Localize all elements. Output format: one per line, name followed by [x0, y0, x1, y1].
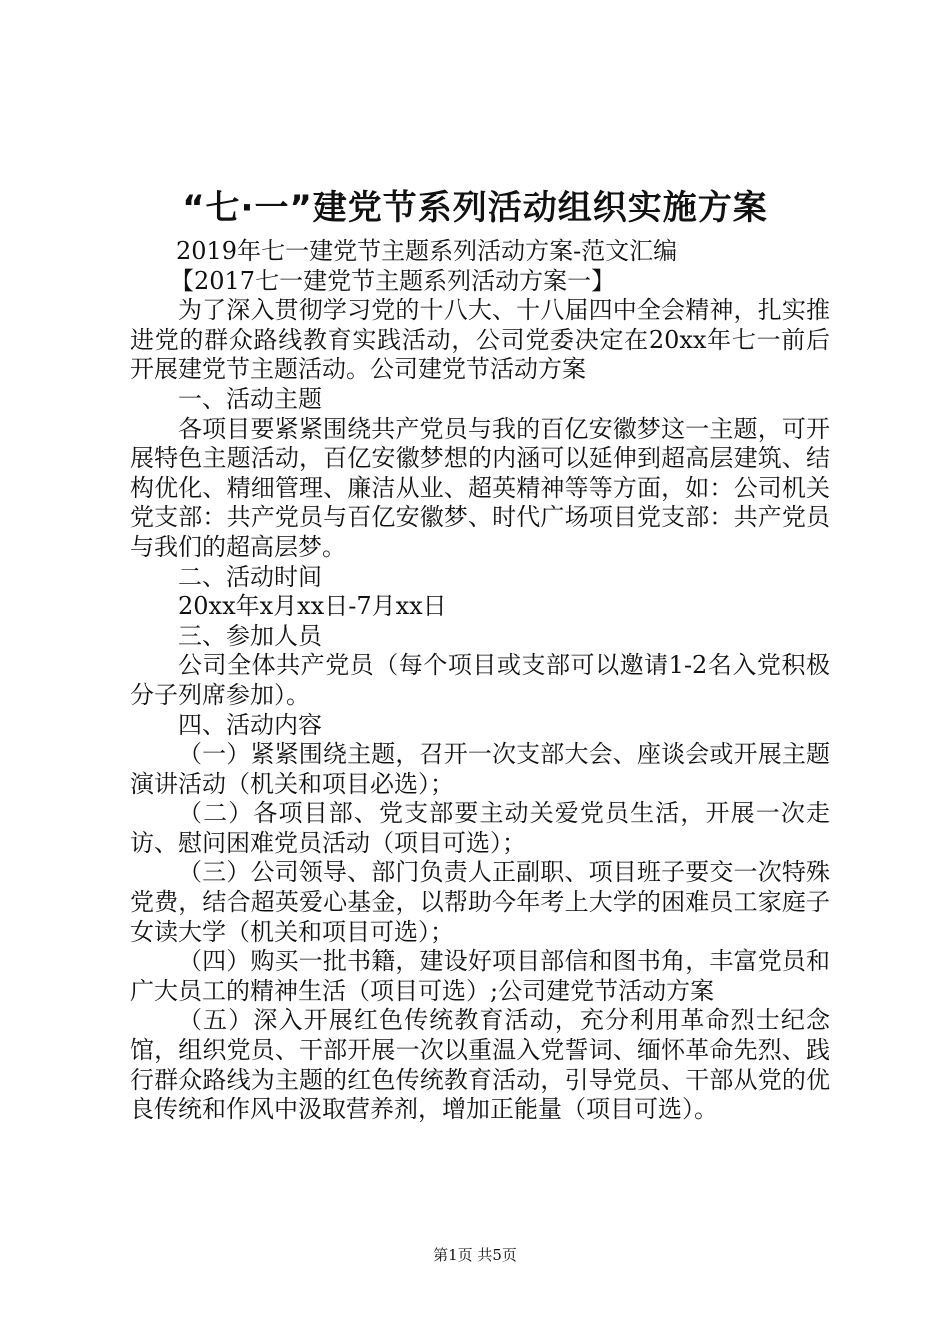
heading-activity-content: 四、活动内容 [178, 710, 322, 739]
content-item-5: （五）深入开展红色传统教育活动，充分利用革命烈士纪念馆，组织党员、干部开展一次以重温入党誓词、缅怀革命先烈、践行群众路线为主题的红色传统教育活动，引导党员、干部从党的优良传统和作风中汲取营养剂，增加正能量（项目可选）。 [130, 1006, 830, 1124]
document-body [130, 237, 830, 1125]
content-item-3: （三）公司领导、部门负责人正副职、项目班子要交一次特殊党费，结合超英爱心基金，以帮助今年考上大学的困难员工家庭子女读大学（机关和项目可选）； [130, 858, 830, 946]
heading-activity-time: 二、活动时间 [178, 562, 322, 591]
subtitle-line: 2019年七一建党节主题系列活动方案-范文汇编 [176, 237, 678, 265]
heading-activity-theme: 一、活动主题 [178, 384, 322, 413]
content-item-1: （一）紧紧围绕主题，召开一次支部大会、座谈会或开展主题演讲活动（机关和项目必选）； [130, 740, 830, 798]
paragraph-activity-theme: 各项目要紧紧围绕共产党员与我的百亿安徽梦这一主题，可开展特色主题活动，百亿安徽梦想的内涵可以延伸到超高层建筑、结构优化、精细管理、廉洁从业、超英精神等等方面，如：公司机关党支部：共产党员与百亿安徽梦、时代广场项目党支部：共产党员与我们的超高层梦。 [130, 414, 830, 561]
content-item-4: （四）购买一批书籍，建设好项目部信和图书角，丰富党员和广大员工的精神生活（项目可选）;公司建党节活动方案 [130, 947, 830, 1005]
document-title: “七·一”建党节系列活动组织实施方案 [182, 188, 768, 228]
paragraph-participants: 公司全体共产党员（每个项目或支部可以邀请1-2名入党积极分子列席参加）。 [130, 651, 830, 709]
page-indicator: 第1页 共5页 [433, 1246, 517, 1264]
section-bracket-heading: 【2017七一建党节主题系列活动方案一】 [170, 266, 616, 295]
content-item-2: （二）各项目部、党支部要主动关爱党员生活，开展一次走访、慰问困难党员活动（项目可选）； [130, 799, 830, 857]
paragraph-activity-time: 20xx年x月xx日-7月xx日 [178, 592, 447, 621]
intro-paragraph: 为了深入贯彻学习党的十八大、十八届四中全会精神，扎实推进党的群众路线教育实践活动，公司党委决定在20xx年七一前后开展建党节主题活动。公司建党节活动方案 [130, 296, 830, 384]
heading-participants: 三、参加人员 [178, 621, 322, 650]
